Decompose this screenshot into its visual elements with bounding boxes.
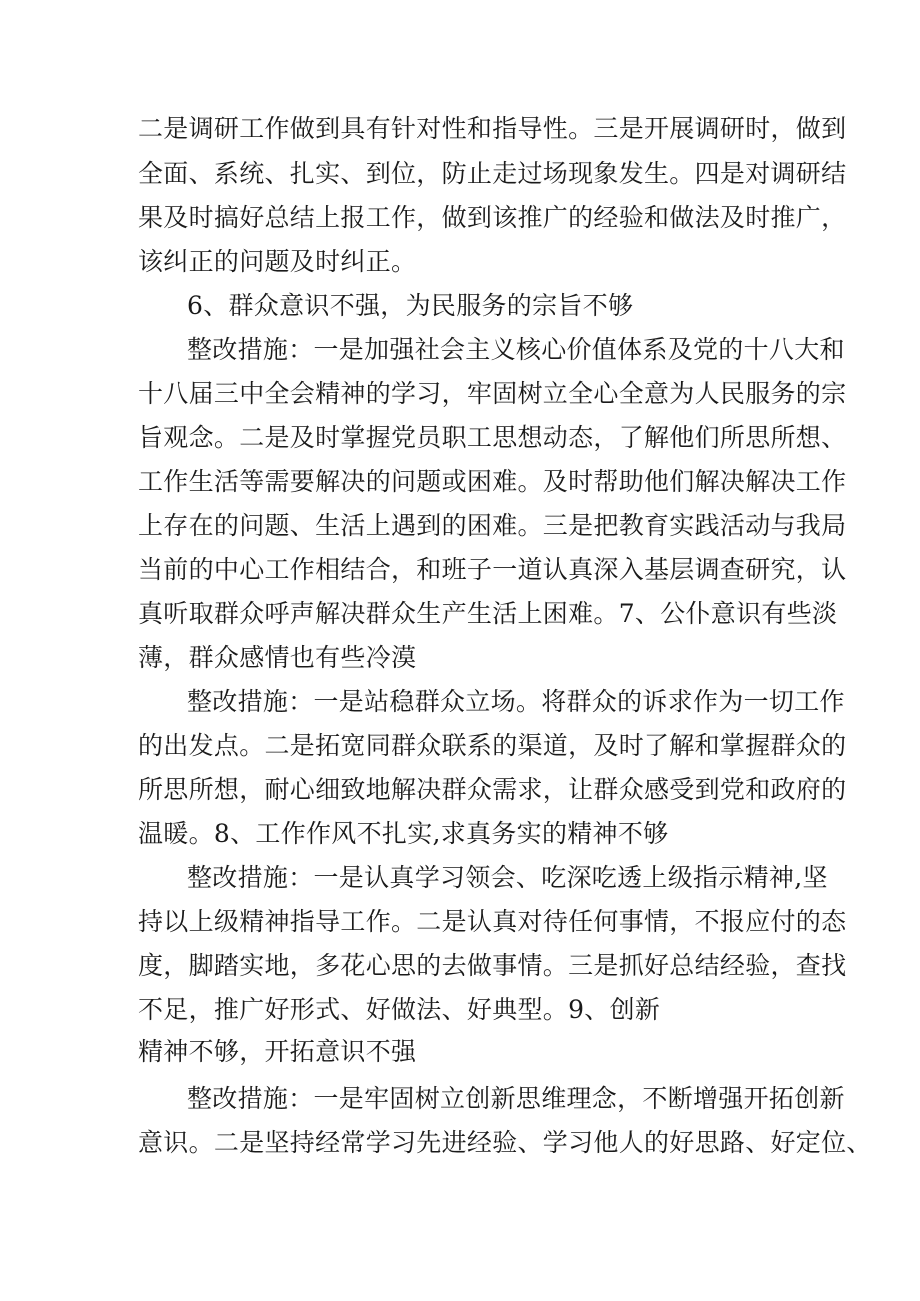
text-line: 旨观念。二是及时掌握党员职工思想动态，了解他们所思所想、 (138, 423, 847, 452)
text-line: 不足，推广好形式、好做法、好典型。9、创新 (138, 995, 661, 1024)
text-line: 当前的中心工作相结合，和班子一道认真深入基层调查研究，认 (138, 555, 847, 584)
text-line: 温暖。8、工作作风不扎实,求真务实的精神不够 (138, 819, 669, 848)
text-line: 整改措施：一是牢固树立创新思维理念，不断增强开拓创新 (187, 1084, 845, 1113)
text-line: 度，脚踏实地，多花心思的去做事情。三是抓好总结经验，查找 (138, 951, 847, 980)
text-line: 整改措施：一是认真学习领会、吃深吃透上级指示精神,坚 (187, 863, 828, 892)
section-heading-6: 6、群众意识不强，为民服务的宗旨不够 (187, 291, 634, 320)
text-line: 持以上级精神指导工作。二是认真对待任何事情，不报应付的态 (138, 907, 847, 936)
text-line: 工作生活等需要解决的问题或困难。及时帮助他们解决解决工作 (138, 467, 847, 496)
text-line: 精神不够，开拓意识不强 (138, 1037, 417, 1066)
text-line: 上存在的问题、生活上遇到的困难。三是把教育实践活动与我局 (138, 511, 847, 540)
text-line: 果及时搞好总结上报工作，做到该推广的经验和做法及时推广， (138, 203, 847, 232)
text-line: 二是调研工作做到具有针对性和指导性。三是开展调研时，做到 (138, 114, 847, 143)
text-line: 整改措施：一是加强社会主义核心价值体系及党的十八大和 (187, 335, 845, 364)
text-line: 所思所想，耐心细致地解决群众需求，让群众感受到党和政府的 (138, 775, 847, 804)
text-line: 意识。二是坚持经常学习先进经验、学习他人的好思路、好定位、 (138, 1128, 872, 1157)
text-line: 整改措施：一是站稳群众立场。将群众的诉求作为一切工作 (187, 687, 845, 716)
text-line: 十八届三中全会精神的学习，牢固树立全心全意为人民服务的宗 (138, 379, 847, 408)
text-line: 的出发点。二是拓宽同群众联系的渠道，及时了解和掌握群众的 (138, 731, 847, 760)
text-line: 该纠正的问题及时纠正。 (138, 247, 417, 276)
text-line: 薄，群众感情也有些冷漠 (138, 643, 417, 672)
text-line: 真听取群众呼声解决群众生产生活上困难。7、公仆意识有些淡 (138, 599, 838, 628)
text-line: 全面、系统、扎实、到位，防止走过场现象发生。四是对调研结 (138, 159, 847, 188)
